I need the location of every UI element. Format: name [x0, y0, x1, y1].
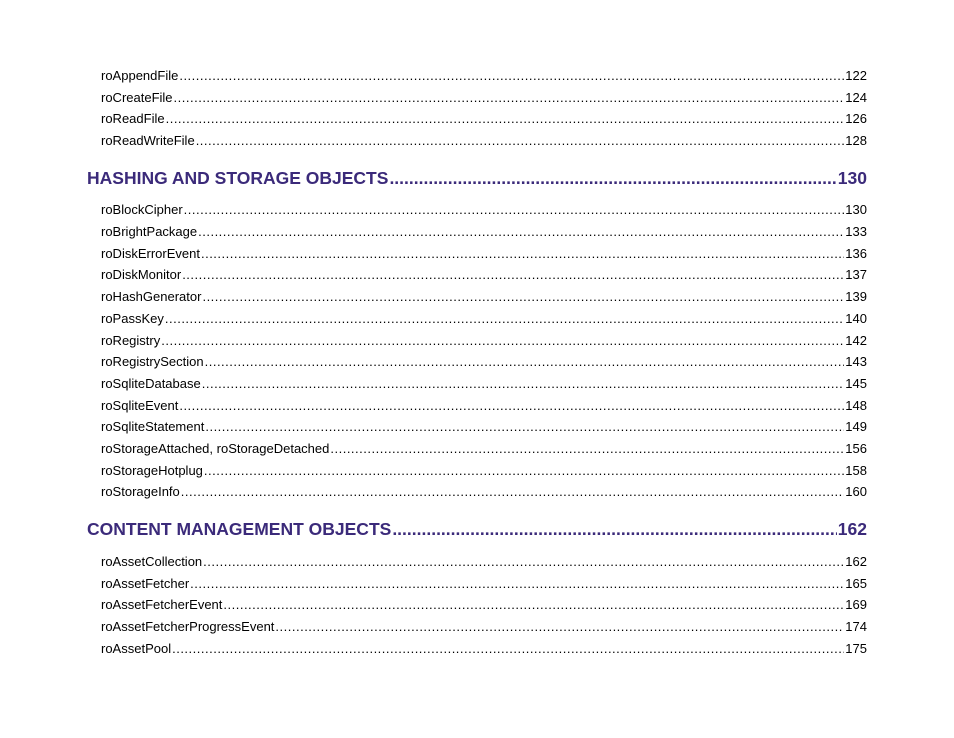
- toc-entry-page: 136: [845, 246, 867, 261]
- dot-leader: [275, 618, 844, 636]
- dot-leader: [179, 397, 844, 415]
- toc-entry-title: roDiskErrorEvent: [101, 246, 200, 261]
- toc-entry-title: roPassKey: [101, 311, 164, 326]
- toc-entry-title: roSqliteDatabase: [101, 376, 201, 391]
- toc-entry-title: roAssetFetcher: [101, 576, 190, 591]
- toc-entry[interactable]: [101, 618, 867, 636]
- toc-entry-page: 149: [845, 419, 867, 434]
- dot-leader: [179, 67, 844, 85]
- toc-section-title: HASHING AND STORAGE OBJECTS: [87, 168, 389, 188]
- toc-entry-title: roSqliteEvent: [101, 398, 179, 413]
- dot-leader: [204, 462, 844, 480]
- toc-entry-title: roStorageHotplug: [101, 463, 203, 478]
- toc-entry-title: roBlockCipher: [101, 202, 183, 217]
- toc-entry-page: 145: [845, 376, 867, 391]
- toc-entry-title: roAssetPool: [101, 641, 172, 656]
- toc-entry-title: roReadWriteFile: [101, 133, 195, 148]
- dot-leader: [161, 332, 844, 350]
- toc-entry[interactable]: [101, 353, 867, 371]
- dot-leader: [203, 553, 844, 571]
- toc-entry-title: roBrightPackage: [101, 224, 198, 239]
- toc-entry-title: roAppendFile: [101, 68, 179, 83]
- dot-leader: [330, 440, 844, 458]
- toc-entry-page: 165: [845, 576, 867, 591]
- dot-leader: [196, 132, 845, 150]
- dot-leader: [223, 596, 844, 614]
- toc-entry-page: 143: [845, 354, 867, 369]
- toc-entry-page: 169: [845, 597, 867, 612]
- toc-entry[interactable]: [101, 418, 867, 436]
- toc-entry[interactable]: [101, 483, 867, 501]
- dot-leader: [190, 575, 844, 593]
- toc-entry-title: roAssetFetcherProgressEvent: [101, 619, 275, 634]
- toc-entry-title: roHashGenerator: [101, 289, 202, 304]
- toc-entry-page: 122: [845, 68, 867, 83]
- toc-entry[interactable]: [101, 310, 867, 328]
- dot-leader: [392, 517, 836, 541]
- toc-entry-page: 156: [845, 441, 867, 456]
- toc-section-heading[interactable]: [87, 517, 867, 541]
- dot-leader: [205, 418, 844, 436]
- toc-entry[interactable]: [101, 266, 867, 284]
- dot-leader: [198, 223, 844, 241]
- toc-entry-page: 124: [845, 90, 867, 105]
- toc-entry-page: 130: [845, 202, 867, 217]
- toc-entry-page: 162: [845, 554, 867, 569]
- dot-leader: [202, 288, 844, 306]
- toc-entry[interactable]: [101, 462, 867, 480]
- dot-leader: [202, 375, 845, 393]
- toc-section-title: CONTENT MANAGEMENT OBJECTS: [87, 519, 392, 539]
- toc-entry[interactable]: [101, 553, 867, 571]
- toc-entry[interactable]: [101, 223, 867, 241]
- toc-entry-page: 175: [845, 641, 867, 656]
- dot-leader: [201, 245, 844, 263]
- toc-entry-title: roReadFile: [101, 111, 165, 126]
- toc-entry-page: 126: [845, 111, 867, 126]
- dot-leader: [165, 310, 844, 328]
- dot-leader: [181, 483, 845, 501]
- toc-entry-page: 128: [845, 133, 867, 148]
- toc-entry[interactable]: [101, 375, 867, 393]
- toc-entry-page: 148: [845, 398, 867, 413]
- toc-entry-title: roStorageInfo: [101, 484, 180, 499]
- dot-leader: [182, 266, 844, 284]
- toc-entry[interactable]: [101, 288, 867, 306]
- toc-entry[interactable]: [101, 440, 867, 458]
- toc-entry-title: roAssetFetcherEvent: [101, 597, 223, 612]
- toc-entry[interactable]: [101, 201, 867, 219]
- toc-entry[interactable]: [101, 332, 867, 350]
- toc-entry-title: roDiskMonitor: [101, 267, 182, 282]
- toc-entry-page: 133: [845, 224, 867, 239]
- dot-leader: [205, 353, 845, 371]
- toc-entry-page: 160: [845, 484, 867, 499]
- toc-entry[interactable]: [101, 397, 867, 415]
- toc-entry[interactable]: [101, 640, 867, 658]
- toc-entry-page: 158: [845, 463, 867, 478]
- toc-entry[interactable]: [101, 89, 867, 107]
- toc-entry-page: 140: [845, 311, 867, 326]
- dot-leader: [166, 110, 845, 128]
- toc-entry[interactable]: [101, 110, 867, 128]
- toc-entry[interactable]: [101, 575, 867, 593]
- toc-entry-title: roAssetCollection: [101, 554, 203, 569]
- dot-leader: [184, 201, 845, 219]
- toc-entry-title: roSqliteStatement: [101, 419, 205, 434]
- dot-leader: [174, 89, 845, 107]
- toc-entry-page: 174: [845, 619, 867, 634]
- toc-section-heading[interactable]: [87, 166, 867, 190]
- toc-section-page: 130: [837, 168, 867, 188]
- toc-entry-page: 139: [845, 289, 867, 304]
- dot-leader: [389, 166, 836, 190]
- toc-entry-title: roStorageAttached, roStorageDetached: [101, 441, 330, 456]
- toc-entry-title: roRegistrySection: [101, 354, 204, 369]
- toc-entry[interactable]: [101, 132, 867, 150]
- toc-entry-page: 137: [845, 267, 867, 282]
- toc-entry-page: 142: [845, 333, 867, 348]
- toc-section-page: 162: [837, 519, 867, 539]
- toc-entry[interactable]: [101, 245, 867, 263]
- toc-entry-title: roRegistry: [101, 333, 161, 348]
- toc-entry-title: roCreateFile: [101, 90, 173, 105]
- toc-entry[interactable]: [101, 596, 867, 614]
- toc-entry[interactable]: [101, 67, 867, 85]
- dot-leader: [172, 640, 844, 658]
